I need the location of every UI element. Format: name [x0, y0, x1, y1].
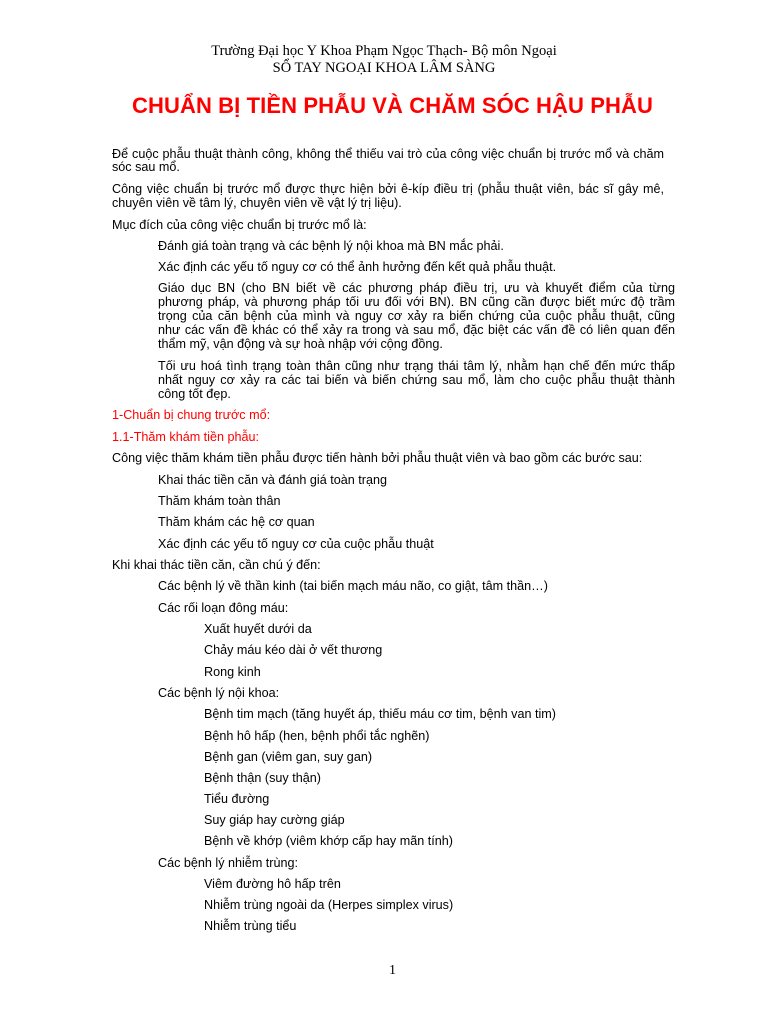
internal-item-6: Suy giáp hay cường giáp: [204, 813, 345, 827]
purpose-item-3-line-4: như các vấn đề khác có thể xảy ra trong và sau mổ, đặc biệt các vấn đề có liên quan đến: [158, 323, 675, 337]
purpose-item-2: Xác định các yếu tố nguy cơ có thể ảnh hưởng đến kết quả phẫu thuật.: [158, 260, 557, 274]
purpose-item-4-line-1: Tối ưu hoá tình trạng toàn thân cũng như trạng thái tâm lý, nhằm hạn chế đến mức thấp: [158, 359, 675, 373]
coagulation-item-2: Chảy máu kéo dài ở vết thương: [204, 643, 383, 657]
internal-item-5: Tiểu đường: [204, 792, 270, 806]
exam-step-1: Khai thác tiền căn và đánh giá toàn trạng: [158, 473, 387, 487]
intro-paragraph-1-line-1: Để cuộc phẫu thuật thành công, không thể thiếu vai trò của công việc chuẩn bị trước mổ và chăm: [112, 147, 664, 161]
intro-paragraph-2-line-1: Công việc chuẩn bị trước mổ được thực hiện bởi ê-kíp điều trị (phẫu thuật viên, bác sĩ gây mê,: [112, 182, 664, 196]
document-title: CHUẨN BỊ TIỀN PHẪU VÀ CHĂM SÓC HẬU PHẪU: [132, 93, 653, 118]
section-1-1-heading: 1.1-Thăm khám tiền phẫu:: [112, 430, 260, 444]
history-intro: Khi khai thác tiền căn, cần chú ý đến:: [112, 558, 321, 572]
coagulation-item-1: Xuất huyết dưới da: [204, 622, 312, 636]
section-1-1-intro: Công việc thăm khám tiền phẫu được tiến hành bởi phẫu thuật viên và bao gồm các bước sau:: [112, 451, 643, 465]
purpose-item-1: Đánh giá toàn trạng và các bệnh lý nội khoa mà BN mắc phải.: [158, 239, 504, 253]
internal-item-4: Bệnh thận (suy thận): [204, 771, 321, 785]
exam-step-2: Thăm khám toàn thân: [158, 494, 281, 508]
internal-item-2: Bệnh hô hấp (hen, bệnh phổi tắc nghẽn): [204, 729, 430, 743]
section-1-heading: 1-Chuẩn bị chung trước mổ:: [112, 408, 271, 422]
intro-paragraph-1-line-2: sóc sau mổ.: [112, 160, 180, 174]
history-infection-label: Các bệnh lý nhiễm trùng:: [158, 856, 299, 870]
purpose-item-3-line-1: Giáo dục BN (cho BN biết về các phương pháp điều trị, ưu và khuyết điểm của từng: [158, 281, 675, 295]
page-number: 1: [389, 963, 396, 978]
infection-item-3: Nhiễm trùng tiểu: [204, 919, 297, 933]
history-coagulation-label: Các rối loạn đông máu:: [158, 601, 289, 615]
purpose-item-4-line-2: nhất nguy cơ xảy ra các tai biến và biến chứng sau mổ, làm cho cuộc phẫu thuật thành: [158, 373, 675, 387]
header-handbook: SỔ TAY NGOẠI KHOA LÂM SÀNG: [272, 60, 496, 76]
purpose-item-3-line-5: thẩm mỹ, vận động và sự hoà nhập với cộng đồng.: [158, 337, 443, 351]
header-institution: Trường Đại học Y Khoa Phạm Ngọc Thạch- Bộ môn Ngoại: [211, 43, 557, 59]
exam-step-3: Thăm khám các hệ cơ quan: [158, 515, 315, 529]
history-neuro: Các bệnh lý về thần kinh (tai biến mạch máu não, co giật, tâm thần…): [158, 579, 548, 593]
internal-item-3: Bệnh gan (viêm gan, suy gan): [204, 750, 373, 764]
coagulation-item-3: Rong kinh: [204, 665, 261, 679]
purpose-intro: Mục đích của công việc chuẩn bị trước mổ là:: [112, 218, 367, 232]
intro-paragraph-2-line-2: chuyên viên về tâm lý, chuyên viên về vật lý trị liệu).: [112, 196, 402, 210]
history-internal-label: Các bệnh lý nội khoa:: [158, 686, 280, 700]
exam-step-4: Xác định các yếu tố nguy cơ của cuộc phẫu thuật: [158, 537, 434, 551]
internal-item-1: Bệnh tim mạch (tăng huyết áp, thiếu máu cơ tim, bệnh van tim): [204, 707, 556, 721]
purpose-item-3-line-2: phương pháp, và phương pháp tối ưu đối với BN). BN cũng cần được biết mức độ trầm: [158, 295, 675, 309]
purpose-item-3-line-3: trọng của căn bệnh của mình và nguy cơ xảy ra biến chứng của cuộc phẫu thuật, cũng: [158, 309, 675, 323]
internal-item-7: Bệnh về khớp (viêm khớp cấp hay mãn tính): [204, 834, 453, 848]
infection-item-2: Nhiễm trùng ngoài da (Herpes simplex virus): [204, 898, 454, 912]
purpose-item-4-line-3: công tốt đẹp.: [158, 387, 231, 401]
infection-item-1: Viêm đường hô hấp trên: [204, 877, 341, 891]
